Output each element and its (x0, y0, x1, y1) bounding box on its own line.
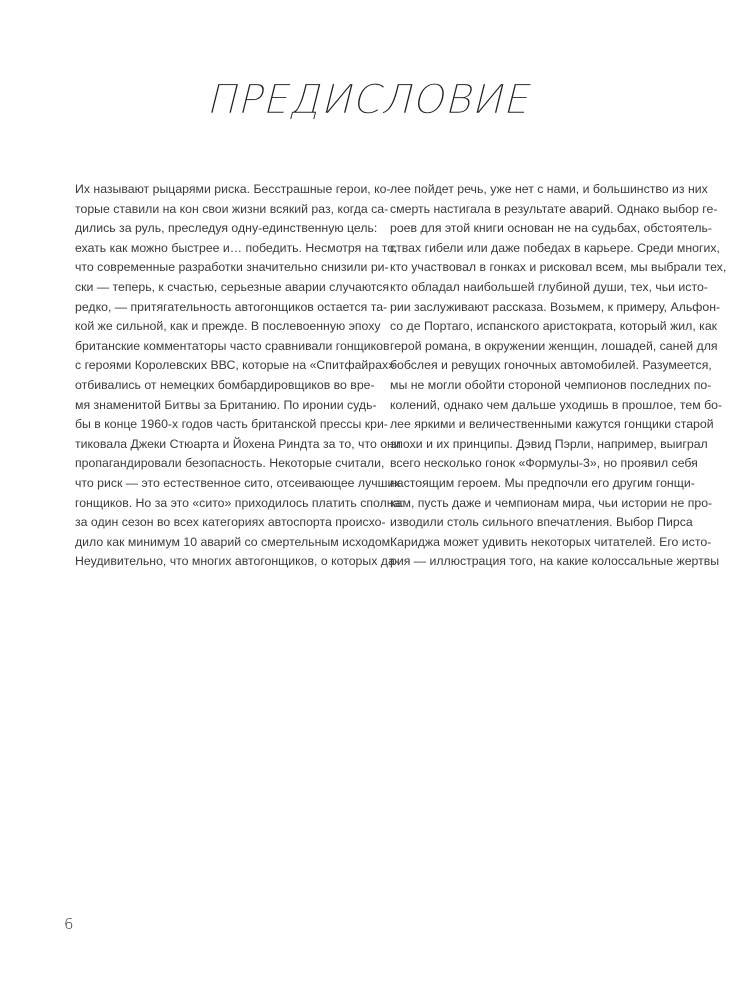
text-line: Их называют рыцарями риска. Бесстрашные герои, ко- (75, 182, 391, 196)
text-line: кам, пусть даже и чемпионам мира, чьи истории не про- (390, 495, 713, 510)
text-line: дились за руль, преследуя одну-единственную цель: (75, 221, 378, 236)
text-line: гонщиков. Но за это «сито» приходилось платить сполна: (75, 495, 404, 510)
text-line: ствах гибели или даже победах в карьере. Среди многих, (390, 240, 720, 255)
text-line: тиковала Джеки Стюарта и Йохена Риндта за то, что они (75, 436, 401, 451)
text-line: ехать как можно быстрее и… победить. Несмотря на то, (75, 240, 398, 255)
text-line: бы в конце 1960-х годов часть британской прессы кри- (75, 417, 388, 432)
text-line: Неудивительно, что многих автогонщиков, о которых да- (75, 554, 399, 569)
text-line: кто участвовал в гонках и рисковал всем, мы выбрали тех, (390, 260, 727, 275)
text-line: что современные разработки значительно снизили ри- (75, 260, 389, 275)
text-line: рии заслуживают рассказа. Возьмем, к примеру, Альфон- (390, 299, 721, 314)
text-line: мы не могли обойти стороной чемпионов последних по- (390, 377, 712, 392)
text-line: эпохи и их принципы. Дэвид Пэрли, например, выиграл (390, 436, 708, 451)
text-line: кой же сильной, как и прежде. В послевоенную эпоху (75, 319, 381, 334)
text-line: смерть настигала в результате аварий. Однако выбор ге- (390, 201, 718, 216)
text-line: лее яркими и величественными кажутся гонщики старой (390, 417, 714, 432)
text-line: роев для этой книги основан не на судьбах, обстоятель- (390, 221, 713, 236)
text-line: рия — иллюстрация того, на какие колоссальные жертвы (390, 554, 720, 569)
text-line: торые ставили на кон свои жизни всякий раз, когда са- (75, 201, 389, 216)
text-line: Кариджа может удивить некоторых читателей. Его исто- (390, 534, 712, 549)
text-line: британские комментаторы часто сравнивали гонщиков (75, 338, 390, 353)
text-line: пропагандировали безопасность. Некоторые считали, (75, 456, 385, 471)
text-line: бобслея и ревущих гоночных автомобилей. Разумеется, (390, 358, 712, 373)
text-line: всего несколько гонок «Формулы-3», но проявил себя (390, 456, 698, 471)
text-line: с героями Королевских ВВС, которые на «Спитфайрах» (75, 358, 395, 373)
text-line: кто обладал наибольшей глубиной души, тех, чьи исто- (390, 279, 708, 294)
text-line: настоящим героем. Мы предпочли его другим гонщи- (390, 475, 695, 490)
page-title: ПРЕДИСЛОВИЕ (203, 77, 538, 123)
text-line: ски — теперь, к счастью, серьезные аварии случаются (75, 279, 390, 294)
page-number: 6 (64, 915, 75, 933)
text-line: со де Портаго, испанского аристократа, который жил, как (390, 319, 718, 334)
text-column-right (390, 180, 727, 572)
text-line: редко, — притягательность автогонщиков остается та- (75, 299, 388, 314)
text-line: лее пойдет речь, уже нет с нами, и большинство из них (390, 182, 708, 196)
text-line: что риск — это естественное сито, отсеивающее лучших (75, 475, 401, 490)
text-line: дило как минимум 10 аварий со смертельным исходом. (75, 534, 394, 549)
text-line: герой романа, в окружении женщин, лошадей, саней для (390, 338, 718, 353)
text-line: отбивались от немецких бомбардировщиков во вре- (75, 377, 375, 392)
text-line: мя знаменитой Битвы за Британию. По иронии судь- (75, 397, 377, 412)
text-line: за один сезон во всех категориях автоспорта происхо- (75, 515, 386, 530)
text-line: изводили столь сильного впечатления. Выбор Пирса (390, 515, 693, 530)
text-line: колений, однако чем дальше уходишь в прошлое, тем бо- (390, 397, 723, 412)
text-column-left (75, 180, 404, 572)
